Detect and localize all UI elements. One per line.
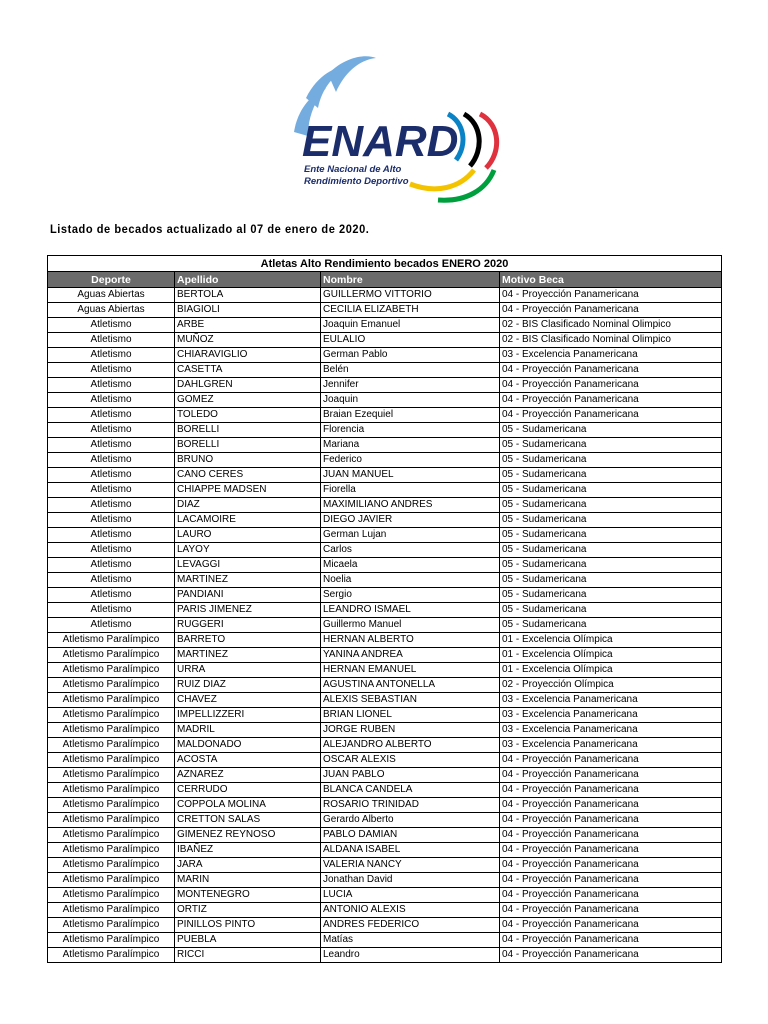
cell-nombre: Carlos [321,543,500,558]
cell-nombre: PABLO DAMIAN [321,828,500,843]
becados-table [47,255,722,963]
cell-motivo-beca: 04 - Proyección Panamericana [500,873,722,888]
cell-motivo-beca: 05 - Sudamericana [500,543,722,558]
cell-nombre: Micaela [321,558,500,573]
cell-motivo-beca: 05 - Sudamericana [500,528,722,543]
cell-motivo-beca: 04 - Proyección Panamericana [500,888,722,903]
cell-motivo-beca: 05 - Sudamericana [500,588,722,603]
cell-deporte: Atletismo Paralímpico [48,678,175,693]
cell-nombre: Federico [321,453,500,468]
cell-nombre: BRIAN LIONEL [321,708,500,723]
cell-apellido: CHIAPPE MADSEN [175,483,321,498]
cell-motivo-beca: 04 - Proyección Panamericana [500,288,722,303]
cell-deporte: Atletismo [48,483,175,498]
cell-nombre: Fiorella [321,483,500,498]
cell-deporte: Atletismo Paralímpico [48,918,175,933]
cell-deporte: Atletismo Paralímpico [48,843,175,858]
cell-apellido: BARRETO [175,633,321,648]
table-row [48,888,722,903]
cell-apellido: PARIS JIMENEZ [175,603,321,618]
cell-apellido: MONTENEGRO [175,888,321,903]
cell-deporte: Atletismo [48,453,175,468]
cell-deporte: Atletismo [48,468,175,483]
cell-deporte: Atletismo Paralímpico [48,933,175,948]
cell-apellido: BORELLI [175,438,321,453]
table-row [48,468,722,483]
cell-apellido: DIAZ [175,498,321,513]
table-row [48,393,722,408]
cell-deporte: Atletismo [48,318,175,333]
cell-nombre: Joaquin Emanuel [321,318,500,333]
cell-apellido: RICCI [175,948,321,963]
cell-nombre: Gerardo Alberto [321,813,500,828]
cell-motivo-beca: 03 - Excelencia Panamericana [500,723,722,738]
cell-apellido: PUEBLA [175,933,321,948]
table-header-row [48,272,722,288]
cell-apellido: COPPOLA MOLINA [175,798,321,813]
cell-nombre: BLANCA CANDELA [321,783,500,798]
table-row [48,618,722,633]
table-row [48,288,722,303]
cell-apellido: JARA [175,858,321,873]
cell-motivo-beca: 05 - Sudamericana [500,423,722,438]
cell-apellido: CERRUDO [175,783,321,798]
cell-nombre: ANDRES FEDERICO [321,918,500,933]
cell-apellido: URRA [175,663,321,678]
column-header-apellido: Apellido [175,272,321,288]
cell-apellido: BORELLI [175,423,321,438]
enard-logo [288,52,524,208]
cell-apellido: LACAMOIRE [175,513,321,528]
cell-deporte: Atletismo [48,498,175,513]
table-row [48,348,722,363]
cell-nombre: ALEJANDRO ALBERTO [321,738,500,753]
cell-motivo-beca: 04 - Proyección Panamericana [500,393,722,408]
cell-nombre: Matías [321,933,500,948]
cell-deporte: Atletismo [48,438,175,453]
table-row [48,528,722,543]
table-row [48,648,722,663]
table-row [48,828,722,843]
cell-apellido: AZNAREZ [175,768,321,783]
cell-apellido: CANO CERES [175,468,321,483]
cell-deporte: Atletismo Paralímpico [48,798,175,813]
cell-nombre: JUAN PABLO [321,768,500,783]
cell-deporte: Atletismo Paralímpico [48,648,175,663]
cell-apellido: BIAGIOLI [175,303,321,318]
table-row [48,813,722,828]
cell-nombre: ANTONIO ALEXIS [321,903,500,918]
table-row [48,723,722,738]
table-row [48,588,722,603]
cell-nombre: MAXIMILIANO ANDRES [321,498,500,513]
cell-motivo-beca: 03 - Excelencia Panamericana [500,708,722,723]
cell-deporte: Atletismo [48,603,175,618]
cell-nombre: Jonathan David [321,873,500,888]
cell-apellido: CRETTON SALAS [175,813,321,828]
table-row [48,918,722,933]
cell-apellido: LAYOY [175,543,321,558]
cell-nombre: GUILLERMO VITTORIO [321,288,500,303]
table-row [48,513,722,528]
cell-nombre: Joaquin [321,393,500,408]
table-row [48,753,722,768]
cell-motivo-beca: 03 - Excelencia Panamericana [500,348,722,363]
cell-apellido: IBAÑEZ [175,843,321,858]
table-row [48,783,722,798]
cell-motivo-beca: 05 - Sudamericana [500,498,722,513]
cell-apellido: BERTOLA [175,288,321,303]
table-row [48,498,722,513]
cell-motivo-beca: 04 - Proyección Panamericana [500,753,722,768]
table-row [48,738,722,753]
cell-apellido: MARTINEZ [175,573,321,588]
table-row [48,858,722,873]
cell-nombre: VALERIA NANCY [321,858,500,873]
cell-apellido: TOLEDO [175,408,321,423]
cell-nombre: Florencia [321,423,500,438]
table-row [48,558,722,573]
cell-nombre: ALDANA ISABEL [321,843,500,858]
cell-deporte: Atletismo Paralímpico [48,903,175,918]
cell-apellido: CHIARAVIGLIO [175,348,321,363]
cell-deporte: Atletismo [48,348,175,363]
cell-deporte: Atletismo Paralímpico [48,858,175,873]
cell-motivo-beca: 05 - Sudamericana [500,513,722,528]
cell-motivo-beca: 01 - Excelencia Olímpica [500,648,722,663]
table-row [48,633,722,648]
table-row [48,768,722,783]
cell-deporte: Atletismo [48,543,175,558]
cell-nombre: HERNAN EMANUEL [321,663,500,678]
cell-apellido: MARTINEZ [175,648,321,663]
cell-motivo-beca: 05 - Sudamericana [500,483,722,498]
cell-deporte: Aguas Abiertas [48,303,175,318]
cell-motivo-beca: 02 - BIS Clasificado Nominal Olimpico [500,318,722,333]
cell-apellido: MUÑOZ [175,333,321,348]
cell-deporte: Atletismo Paralímpico [48,723,175,738]
cell-deporte: Atletismo [48,378,175,393]
cell-motivo-beca: 04 - Proyección Panamericana [500,858,722,873]
table-row [48,318,722,333]
table-row [48,678,722,693]
cell-apellido: RUGGERI [175,618,321,633]
cell-nombre: Jennifer [321,378,500,393]
cell-nombre: Mariana [321,438,500,453]
table-row [48,948,722,963]
cell-nombre: Sergio [321,588,500,603]
cell-deporte: Atletismo [48,618,175,633]
cell-motivo-beca: 04 - Proyección Panamericana [500,903,722,918]
cell-deporte: Atletismo Paralímpico [48,708,175,723]
cell-deporte: Atletismo Paralímpico [48,813,175,828]
cell-apellido: LAURO [175,528,321,543]
cell-nombre: Guillermo Manuel [321,618,500,633]
cell-apellido: PINILLOS PINTO [175,918,321,933]
enard-logo-graphic [288,52,524,208]
table-row [48,693,722,708]
cell-nombre: DIEGO JAVIER [321,513,500,528]
cell-motivo-beca: 01 - Excelencia Olímpica [500,633,722,648]
cell-motivo-beca: 03 - Excelencia Panamericana [500,693,722,708]
column-header-motivo-beca: Motivo Beca [500,272,722,288]
table-title: Atletas Alto Rendimiento becados ENERO 2020 [48,256,722,272]
cell-apellido: CASETTA [175,363,321,378]
table-row [48,843,722,858]
cell-motivo-beca: 05 - Sudamericana [500,438,722,453]
cell-deporte: Atletismo [48,393,175,408]
table-row [48,798,722,813]
cell-apellido: CHAVEZ [175,693,321,708]
table-row [48,363,722,378]
cell-motivo-beca: 04 - Proyección Panamericana [500,828,722,843]
cell-nombre: JORGE RUBEN [321,723,500,738]
cell-nombre: ROSARIO TRINIDAD [321,798,500,813]
column-header-nombre: Nombre [321,272,500,288]
cell-motivo-beca: 05 - Sudamericana [500,453,722,468]
cell-motivo-beca: 04 - Proyección Panamericana [500,933,722,948]
cell-apellido: ARBE [175,318,321,333]
cell-nombre: OSCAR ALEXIS [321,753,500,768]
cell-apellido: MADRIL [175,723,321,738]
cell-motivo-beca: 01 - Excelencia Olímpica [500,663,722,678]
table-row [48,603,722,618]
cell-deporte: Atletismo Paralímpico [48,828,175,843]
cell-motivo-beca: 04 - Proyección Panamericana [500,813,722,828]
table-row [48,378,722,393]
cell-nombre: Braian Ezequiel [321,408,500,423]
cell-nombre: German Lujan [321,528,500,543]
cell-nombre: JUAN MANUEL [321,468,500,483]
cell-deporte: Atletismo Paralímpico [48,783,175,798]
cell-apellido: MARIN [175,873,321,888]
logo-tagline-line1: Ente Nacional de Alto [304,164,402,175]
cell-apellido: BRUNO [175,453,321,468]
cell-apellido: DAHLGREN [175,378,321,393]
cell-motivo-beca: 04 - Proyección Panamericana [500,303,722,318]
cell-deporte: Atletismo [48,363,175,378]
table-row [48,438,722,453]
cell-deporte: Atletismo [48,528,175,543]
cell-nombre: YANINA ANDREA [321,648,500,663]
logo-wordmark: ENARD [302,117,459,166]
cell-motivo-beca: 04 - Proyección Panamericana [500,798,722,813]
cell-deporte: Atletismo Paralímpico [48,633,175,648]
cell-apellido: MALDONADO [175,738,321,753]
cell-deporte: Atletismo Paralímpico [48,768,175,783]
table-row [48,708,722,723]
table-row [48,483,722,498]
cell-apellido: RUIZ DIAZ [175,678,321,693]
cell-deporte: Atletismo [48,423,175,438]
cell-motivo-beca: 04 - Proyección Panamericana [500,918,722,933]
cell-motivo-beca: 03 - Excelencia Panamericana [500,738,722,753]
cell-motivo-beca: 05 - Sudamericana [500,468,722,483]
document-subtitle: Listado de becados actualizado al 07 de enero de 2020. [50,222,370,236]
cell-apellido: ORTIZ [175,903,321,918]
table-row [48,453,722,468]
cell-nombre: Leandro [321,948,500,963]
cell-deporte: Atletismo Paralímpico [48,888,175,903]
cell-apellido: GIMENEZ REYNOSO [175,828,321,843]
cell-deporte: Atletismo Paralímpico [48,948,175,963]
cell-deporte: Atletismo Paralímpico [48,663,175,678]
cell-motivo-beca: 04 - Proyección Panamericana [500,783,722,798]
cell-nombre: Belén [321,363,500,378]
cell-motivo-beca: 04 - Proyección Panamericana [500,408,722,423]
table-body [48,288,722,963]
cell-nombre: German Pablo [321,348,500,363]
table-row [48,333,722,348]
cell-deporte: Atletismo [48,408,175,423]
cell-motivo-beca: 04 - Proyección Panamericana [500,768,722,783]
cell-nombre: ALEXIS SEBASTIAN [321,693,500,708]
cell-motivo-beca: 04 - Proyección Panamericana [500,948,722,963]
table-row [48,303,722,318]
cell-deporte: Atletismo Paralímpico [48,693,175,708]
cell-deporte: Atletismo Paralímpico [48,738,175,753]
cell-apellido: IMPELLIZZERI [175,708,321,723]
cell-motivo-beca: 02 - Proyección Olímpica [500,678,722,693]
cell-deporte: Atletismo [48,573,175,588]
table-row [48,873,722,888]
cell-motivo-beca: 05 - Sudamericana [500,618,722,633]
cell-motivo-beca: 04 - Proyección Panamericana [500,378,722,393]
cell-deporte: Aguas Abiertas [48,288,175,303]
cell-motivo-beca: 05 - Sudamericana [500,558,722,573]
cell-nombre: EULALIO [321,333,500,348]
logo-tagline-line2: Rendimiento Deportivo [304,176,409,187]
table-row [48,663,722,678]
table-row [48,573,722,588]
cell-apellido: GOMEZ [175,393,321,408]
cell-nombre: AGUSTINA ANTONELLA [321,678,500,693]
cell-apellido: ACOSTA [175,753,321,768]
cell-motivo-beca: 04 - Proyección Panamericana [500,363,722,378]
cell-deporte: Atletismo Paralímpico [48,873,175,888]
table-row [48,423,722,438]
cell-nombre: LEANDRO ISMAEL [321,603,500,618]
table-row [48,903,722,918]
cell-motivo-beca: 05 - Sudamericana [500,573,722,588]
cell-motivo-beca: 04 - Proyección Panamericana [500,843,722,858]
cell-nombre: LUCIA [321,888,500,903]
cell-deporte: Atletismo [48,558,175,573]
cell-apellido: LEVAGGI [175,558,321,573]
cell-deporte: Atletismo [48,513,175,528]
cell-deporte: Atletismo [48,333,175,348]
cell-motivo-beca: 05 - Sudamericana [500,603,722,618]
column-header-deporte: Deporte [48,272,175,288]
cell-nombre: CECILIA ELIZABETH [321,303,500,318]
table-row [48,408,722,423]
cell-deporte: Atletismo Paralímpico [48,753,175,768]
cell-motivo-beca: 02 - BIS Clasificado Nominal Olimpico [500,333,722,348]
table-row [48,933,722,948]
cell-nombre: Noelia [321,573,500,588]
cell-nombre: HERNAN ALBERTO [321,633,500,648]
cell-apellido: PANDIANI [175,588,321,603]
table-row [48,543,722,558]
cell-deporte: Atletismo [48,588,175,603]
